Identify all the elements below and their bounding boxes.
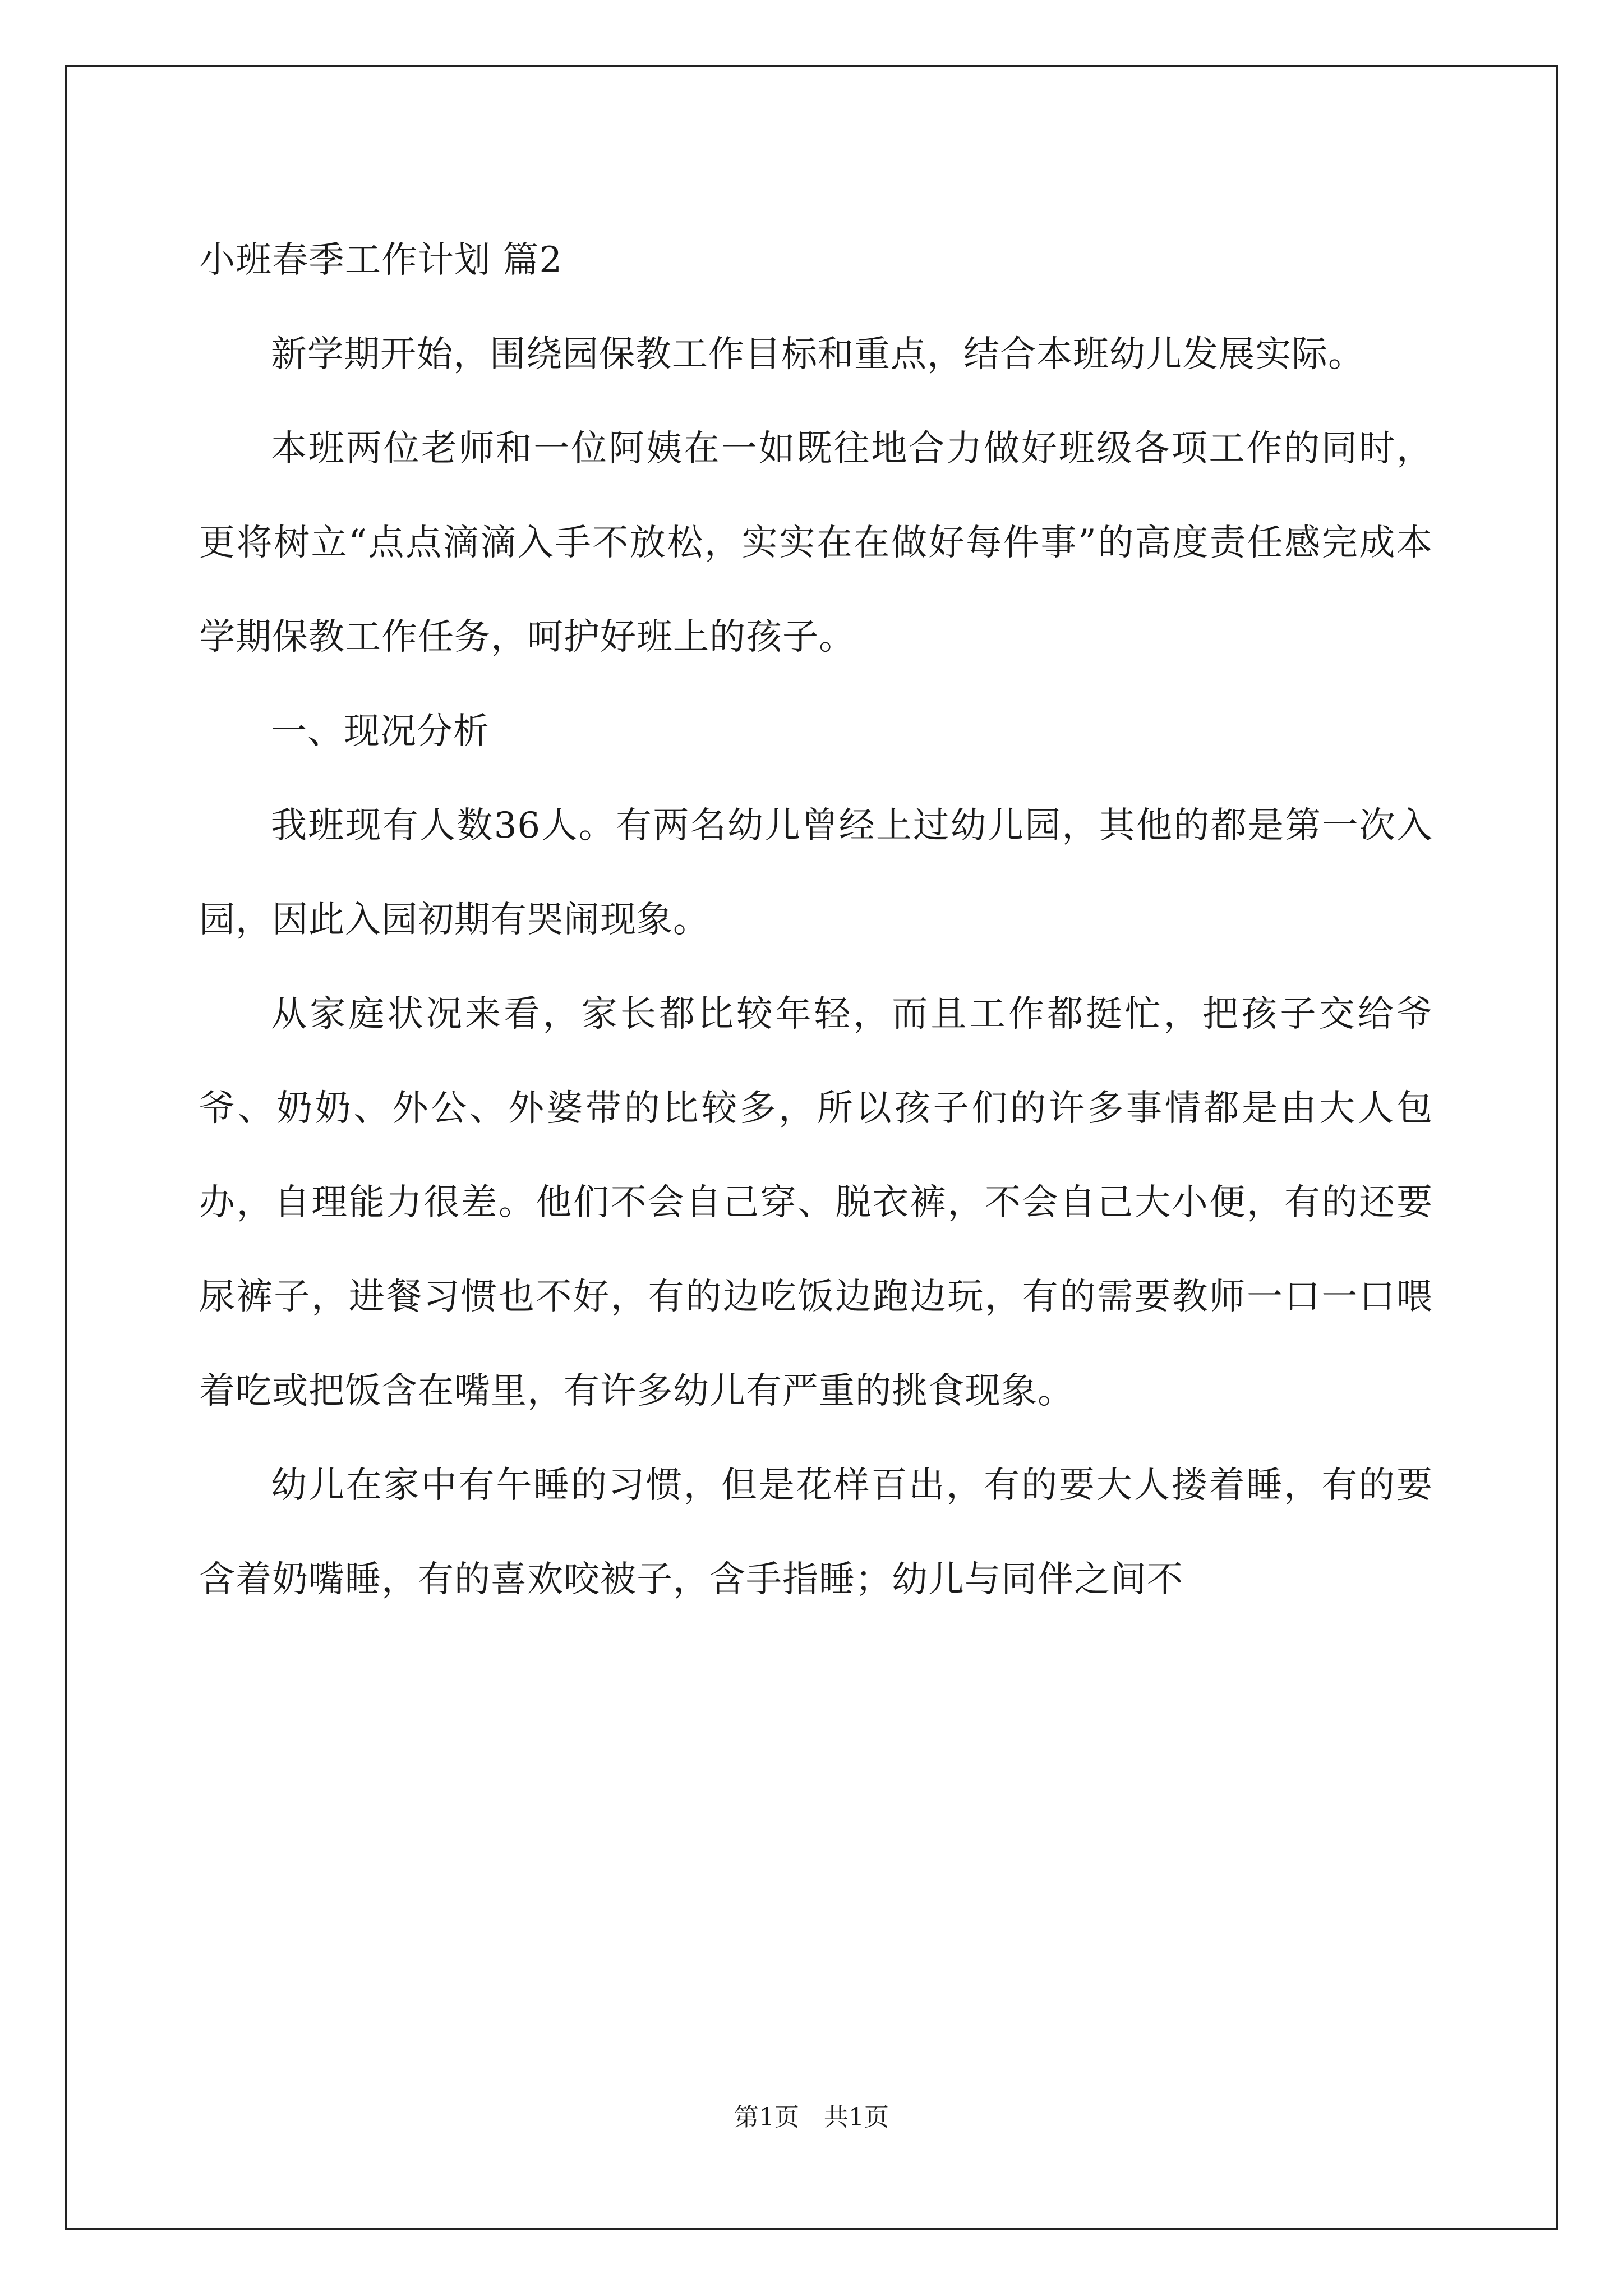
page-number: 第1页 共1页 <box>734 2103 889 2132</box>
document-title: 小班春季工作计划 篇2 <box>199 240 563 281</box>
paragraph-intro: 新学期开始，围绕园保教工作目标和重点，结合本班幼儿发展实际。 <box>271 334 1364 375</box>
paragraph-teachers: 本班两位老师和一位阿姨在一如既往地合力做好班级各项工作的同时，更将树立“点点滴滴入手不放松，实实在在做好每件事”的高度责任感完成本学期保教工作任务，呵护好班上的孩子。 <box>199 428 1433 658</box>
paragraph-class-size: 我班现有人数36人。有两名幼儿曾经上过幼儿园，其他的都是第一次入园，因此入园初期有哭闹现象。 <box>199 805 1433 941</box>
paragraph-family: 从家庭状况来看，家长都比较年轻，而且工作都挺忙，把孩子交给爷爷、奶奶、外公、外婆带的比较多，所以孩子们的许多事情都是由大人包办，自理能力很差。他们不会自己穿、脱衣裤，不会自己大小便，有的还要尿裤子，进餐习惯也不好，有的边吃饭边跑边玩，有的需要教师一口一口喂着吃或把饭含在嘴里，有许多幼儿有严重的挑食现象。 <box>199 993 1433 1412</box>
section-heading-analysis: 一、现况分析 <box>271 711 490 752</box>
document-body <box>199 213 1433 1627</box>
paragraph-nap-habits: 幼儿在家中有午睡的习惯，但是花样百出，有的要大人搂着睡，有的要含着奶嘴睡，有的喜欢咬被子，含手指睡；幼儿与同伴之间不 <box>199 1465 1433 1600</box>
